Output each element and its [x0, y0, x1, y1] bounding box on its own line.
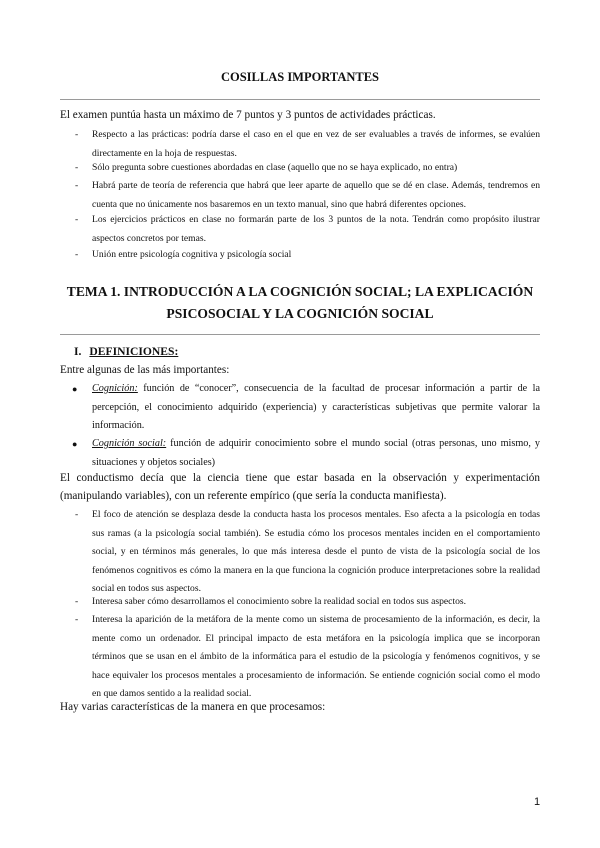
- behaviorism-paragraph: El conductismo decía que la ciencia tiene que estar basada en la observación y experimentación (manipulando variables), con un referente empírico (que sería la conducta manifiesta).: [60, 472, 540, 502]
- section-heading: I. DEFINICIONES:: [74, 345, 179, 358]
- page-title: COSILLAS IMPORTANTES: [220, 70, 380, 84]
- intro-paragraph: El examen puntúa hasta un máximo de 7 puntos y 3 puntos de actividades prácticas.: [60, 109, 436, 121]
- closing-paragraph: Hay varias características de la manera en que procesamos:: [60, 701, 326, 713]
- intro-bullet: - Respecto a las prácticas: podría darse el caso en el que en vez de ser evaluables a través de informes, se evalúen directamente en la hoja de respuestas.: [75, 129, 540, 159]
- intro-bullet: - Sólo pregunta sobre cuestiones abordadas en clase (aquello que no se haya explicado, no entra): [75, 162, 458, 173]
- page-number: 1: [534, 796, 541, 808]
- intro-bullet: - Unión entre psicología cognitiva y psicología social: [75, 249, 292, 260]
- title-divider: [60, 99, 540, 100]
- definition-term: Cognición social:: [92, 438, 167, 449]
- definition-item: ● Cognición social: función de adquirir conocimiento sobre el mundo social (otras personas, uno mismo, y situaciones y objetos sociales): [72, 438, 540, 468]
- topic-title: TEMA 1. INTRODUCCIÓN A LA COGNICIÓN SOCIAL; LA EXPLICACIÓN PSICOSOCIAL Y LA COGNICIÓN SOCIAL: [66, 284, 534, 321]
- section-bullet: - El foco de atención se desplaza desde la conducta hasta los procesos mentales. Eso afecta a la psicología en todas sus ramas (a la psicología social también). Se estudia cómo los procesos mentales inciden en el comportamiento social, y en términos más generales, lo que más interesa desde el punto de vista de la psicología social de los fenómenos cognitivos es cómo la manera en la que funciona la cognición produce interpretaciones sobre la realidad social en todos sus aspectos.: [75, 509, 540, 594]
- intro-bullet: - Los ejercicios prácticos en clase no formarán parte de los 3 puntos de la nota. Tendrán como propósito ilustrar aspectos concretos por temas.: [75, 214, 540, 244]
- definition-term: Cognición:: [92, 383, 138, 394]
- section-bullet: - Interesa saber cómo desarrollamos el conocimiento sobre la realidad social en todos sus aspectos.: [75, 596, 467, 607]
- intro-bullet: - Habrá parte de teoría de referencia que habrá que leer aparte de aquello que se dé en clase. Además, tendremos en cuenta que no únicamente nos basaremos en un texto manual, sino que habrá diferentes opciones.: [75, 180, 540, 210]
- topic-divider: [60, 334, 540, 335]
- definition-item: ● Cognición: función de “conocer”, consecuencia de la facultad de procesar información a partir de la percepción, el conocimiento adquirido (experiencia) y características subjetivas que permite valorar la información.: [72, 383, 540, 431]
- definitions-lead: Entre algunas de las más importantes:: [60, 364, 230, 376]
- section-bullet: - Interesa la aparición de la metáfora de la mente como un sistema de procesamiento de la información, es decir, la mente como un ordenador. El principal impacto de esta metáfora en la psicología implica que se incorporan términos que se usan en el ámbito de la informática para el estudio de la psicología y fenómenos cognitivos, y se hace equivaler los procesos mentales a procesamiento de información. Se entiende cognición social como el modo en que damos sentido a la realidad social.: [75, 614, 540, 699]
